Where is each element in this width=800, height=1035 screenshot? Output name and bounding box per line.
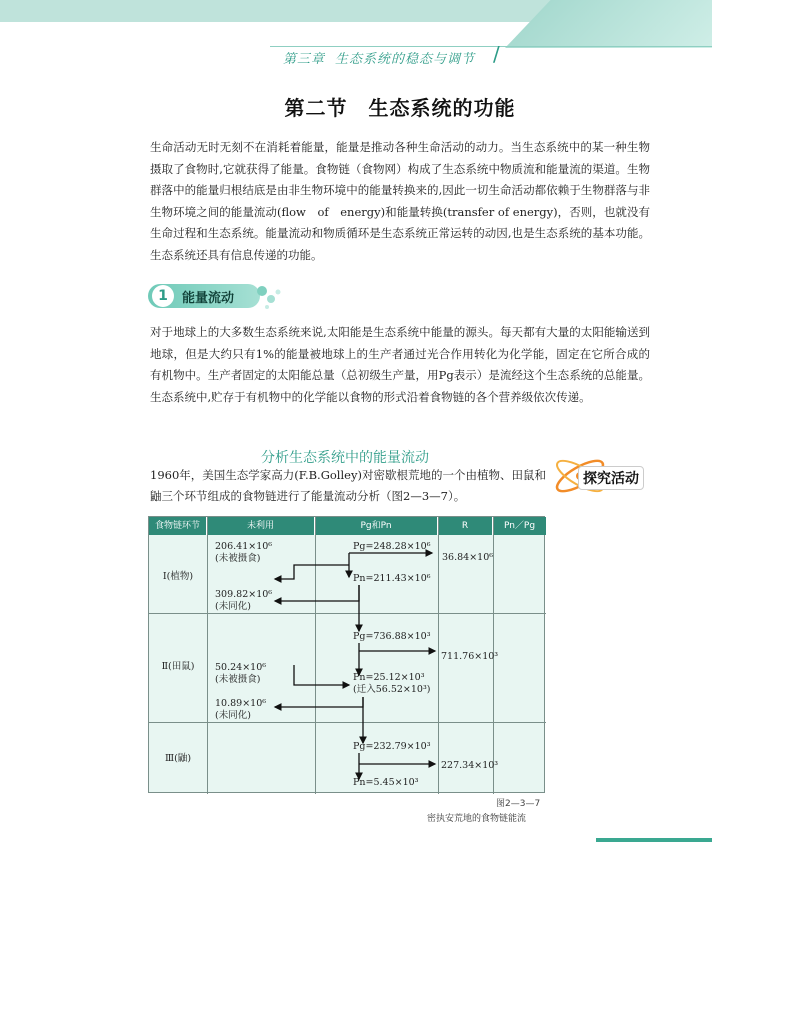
intro-paragraph: 生命活动无时无刻不在消耗着能量，能量是推动各种生命活动的动力。当生态系统中的某一种生物摄取了食物时,它就获得了能量。食物链（食物网）构成了生态系统中物质流和能量流的渠道。生物群落中的能量归根结底是由非生物环境中的能量转换来的,因此一切生命活动都依赖于生物群落与非生物环境之间的能量流动(flow of energy)和能量转换(transfer of energy)，否则，也就没有生命过程和生态系统。能量流动和物质循环是生态系统正常运转的动因,也是生态系统的基本功能。生态系统还具有信息传递的功能。	[150, 140, 650, 262]
pn-note: (迁入56.52×10³)	[353, 684, 431, 695]
header-slash: /	[493, 42, 500, 66]
flow-arrow	[275, 697, 363, 707]
pn-value: Pn=211.43×10⁶	[353, 573, 431, 584]
footer-rule	[596, 838, 712, 842]
explore-activity-label: 探究活动	[578, 466, 644, 490]
flow-arrow	[294, 665, 349, 685]
col-header-r: R	[438, 517, 493, 535]
activity-text: 1960年，美国生态学家高力(F.B.Golley)对密歇根荒地的一个由植物、田鼠和鼬三个环节组成的食物链进行了能量流动分析（图2—3—7）。	[150, 468, 546, 503]
pg-value: Pg=248.28×10⁶	[353, 541, 431, 552]
section-heading-badge	[148, 282, 278, 312]
col-header-pg-pn: Pg和Pn	[315, 517, 438, 535]
explore-activity-badge	[552, 452, 670, 500]
unused-note: (未被摄食)	[215, 553, 261, 564]
col-header-pn-pg: Pn／Pg	[493, 517, 546, 535]
chapter-header	[283, 48, 475, 67]
section-heading: 能量流动	[182, 291, 235, 306]
section-title: 第二节 生态系统的功能	[284, 96, 516, 120]
r-value: 711.76×10³	[441, 651, 499, 662]
flow-arrow	[275, 585, 359, 601]
unused-value: 10.89×10⁶	[215, 698, 267, 709]
figure-caption: 密执安荒地的食物链能流	[427, 814, 527, 824]
unused-value: 309.82×10⁶	[215, 589, 273, 600]
r-value: 227.34×10³	[441, 760, 499, 771]
chapter-title: 生态系统的稳态与调节	[335, 52, 476, 67]
header-rule	[270, 46, 712, 47]
section-number: 1	[152, 285, 174, 307]
figure-number: 图2—3—7	[496, 799, 541, 809]
col-header-unused: 未利用	[207, 517, 315, 535]
row-level-plant: Ⅰ(植物)	[162, 571, 194, 582]
pg-value: Pg=232.79×10³	[353, 741, 431, 752]
energy-flow-paragraph: 对于地球上的大多数生态系统来说,太阳能是生态系统中能量的源头。每天都有大量的太阳能输送到地球，但是大约只有1%的能量被地球上的生产者通过光合作用转化为化学能，固定在它所合成的有机物中。生产者固定的太阳能总量（总初级生产量，用Pg表示）是流经这个生态系统的总能量。生态系统中,贮存于有机物中的化学能以食物的形式沿着食物链的各个营养级依次传递。	[150, 325, 650, 404]
col-header-level: 食物链环节	[149, 517, 207, 535]
flow-arrows	[149, 517, 546, 794]
pn-value: Pn=5.45×10³	[353, 777, 419, 788]
unused-note: (未同化)	[215, 710, 251, 721]
unused-note: (未同化)	[215, 601, 251, 612]
bubbles-icon	[254, 282, 284, 312]
row-level-vole: Ⅱ(田鼠)	[161, 661, 195, 672]
unused-value: 206.41×10⁶	[215, 541, 273, 552]
unused-note: (未被摄食)	[215, 674, 261, 685]
activity-title: 分析生态系统中的能量流动	[261, 450, 429, 466]
energy-flow-table	[148, 516, 545, 793]
chapter-number: 第三章	[283, 52, 326, 67]
pn-value: Pn=25.12×10³	[353, 672, 425, 683]
flow-arrow	[275, 565, 349, 579]
row-level-weasel: Ⅲ(鼬)	[164, 753, 192, 764]
r-value: 36.84×10⁶	[442, 552, 494, 563]
unused-value: 50.24×10⁶	[215, 662, 267, 673]
pg-value: Pg=736.88×10³	[353, 631, 431, 642]
